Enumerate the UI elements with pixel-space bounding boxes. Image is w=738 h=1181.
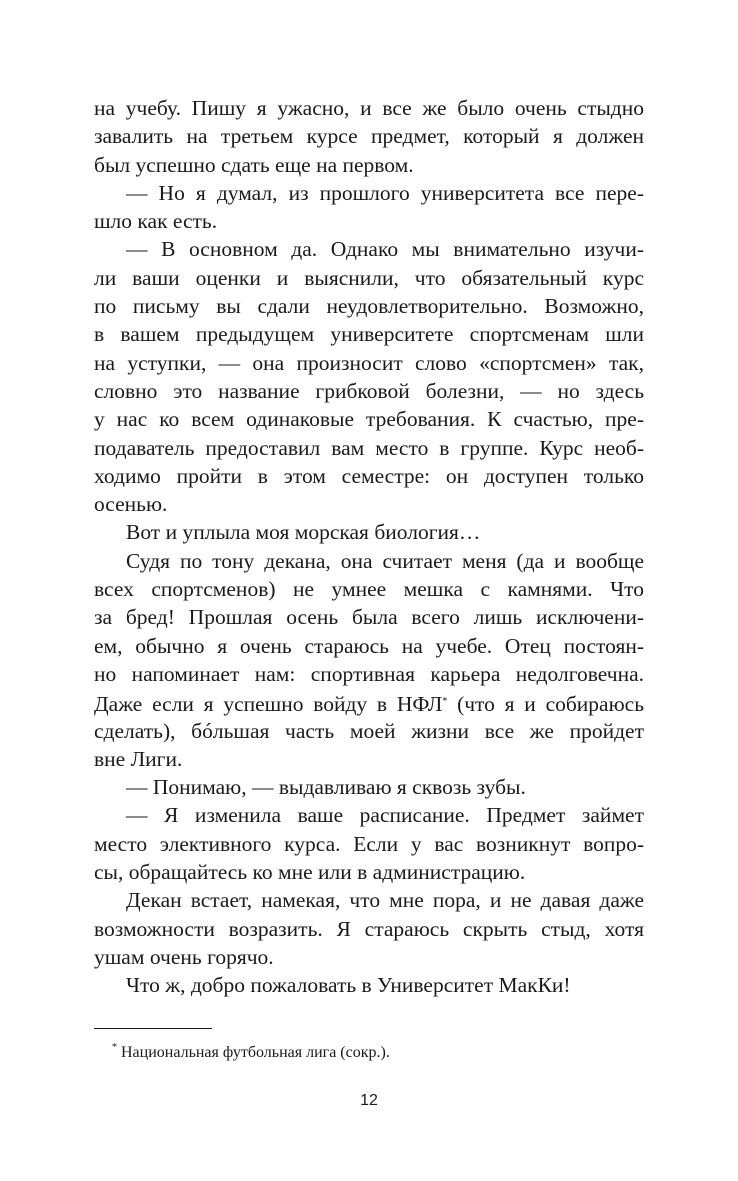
text-line: ли ваши оценки и выяснили, что обязательный курс — [94, 265, 644, 290]
text-line: вне Лиги. — [94, 746, 183, 771]
text-line: место элективного курса. Если у вас возникнут вопро- — [94, 831, 644, 856]
text-line: в вашем предыдущем университете спортсменам шли — [94, 322, 644, 347]
text-line: завалить на третьем курсе предмет, который я должен — [94, 124, 644, 149]
footnote-text: Национальная футбольная лига (сокр.). — [121, 1044, 390, 1061]
text-line: — В основном да. Однако мы внимательно изучи- — [126, 237, 644, 262]
text-line: ушам очень горячо. — [94, 944, 274, 969]
text-line: ем, обычно я очень стараюсь на учебе. Отец постоян- — [94, 633, 644, 658]
text-line: — Я изменила ваше расписание. Предмет займет — [126, 803, 644, 828]
text-segment: (что я и собираюсь — [457, 692, 645, 717]
text-segment: Даже если я успешно войду в НФЛ — [94, 692, 443, 717]
text-line: всех спортсменов) не умнее мешка с камнями. Что — [94, 577, 644, 602]
text-line: сделать), бóльшая часть моей жизни все же пройдет — [94, 718, 644, 743]
text-line: словно это название грибковой болезни, — но здесь — [94, 378, 644, 403]
text-line: осенью. — [94, 492, 168, 517]
text-line: возможности возразить. Я стараюсь скрыть стыд, хотя — [94, 916, 644, 941]
text-line: шло как есть. — [94, 209, 218, 234]
text-line: ходимо пройти в этом семестре: он доступен только — [94, 463, 644, 488]
text-line: был успешно сдать еще на первом. — [94, 152, 414, 177]
footnote-divider — [94, 1028, 212, 1029]
text-line: сы, обращайтесь ко мне или в администрацию. — [94, 860, 526, 885]
text-line: но напоминает нам: спортивная карьера недолговечна. — [94, 661, 644, 686]
text-line: на уступки, — она произносит слово «спортсмен» так, — [94, 350, 644, 375]
text-line-with-footnote — [94, 688, 644, 716]
text-line: Декан встает, намекая, что мне пора, и не давая даже — [126, 888, 644, 913]
footnote-marker: * — [112, 1042, 117, 1053]
text-line: подаватель предоставил вам место в группе. Курс необ- — [94, 435, 644, 460]
text-line: по письму вы сдали неудовлетворительно. Возможно, — [94, 294, 644, 319]
text-line: Судя по тону декана, она считает меня (да и вообще — [126, 548, 644, 573]
text-line: Вот и уплыла моя морская биология… — [126, 520, 481, 545]
footnote — [112, 1038, 390, 1063]
text-line: за бред! Прошлая осень была всего лишь исключени- — [94, 605, 644, 630]
main-text — [94, 94, 644, 1000]
text-line: у нас ко всем одинаковые требования. К счастью, пре- — [94, 407, 644, 432]
text-line: — Понимаю, — выдавливаю я сквозь зубы. — [126, 775, 526, 800]
text-line: Что ж, добро пожаловать в Университет МакКи! — [126, 973, 571, 998]
text-line: на учебу. Пишу я ужасно, и все же было очень стыдно — [94, 96, 644, 120]
footnote-marker: * — [442, 696, 448, 708]
page-number: 12 — [360, 1092, 378, 1109]
text-line: — Но я думал, из прошлого университета все пере- — [126, 180, 644, 205]
